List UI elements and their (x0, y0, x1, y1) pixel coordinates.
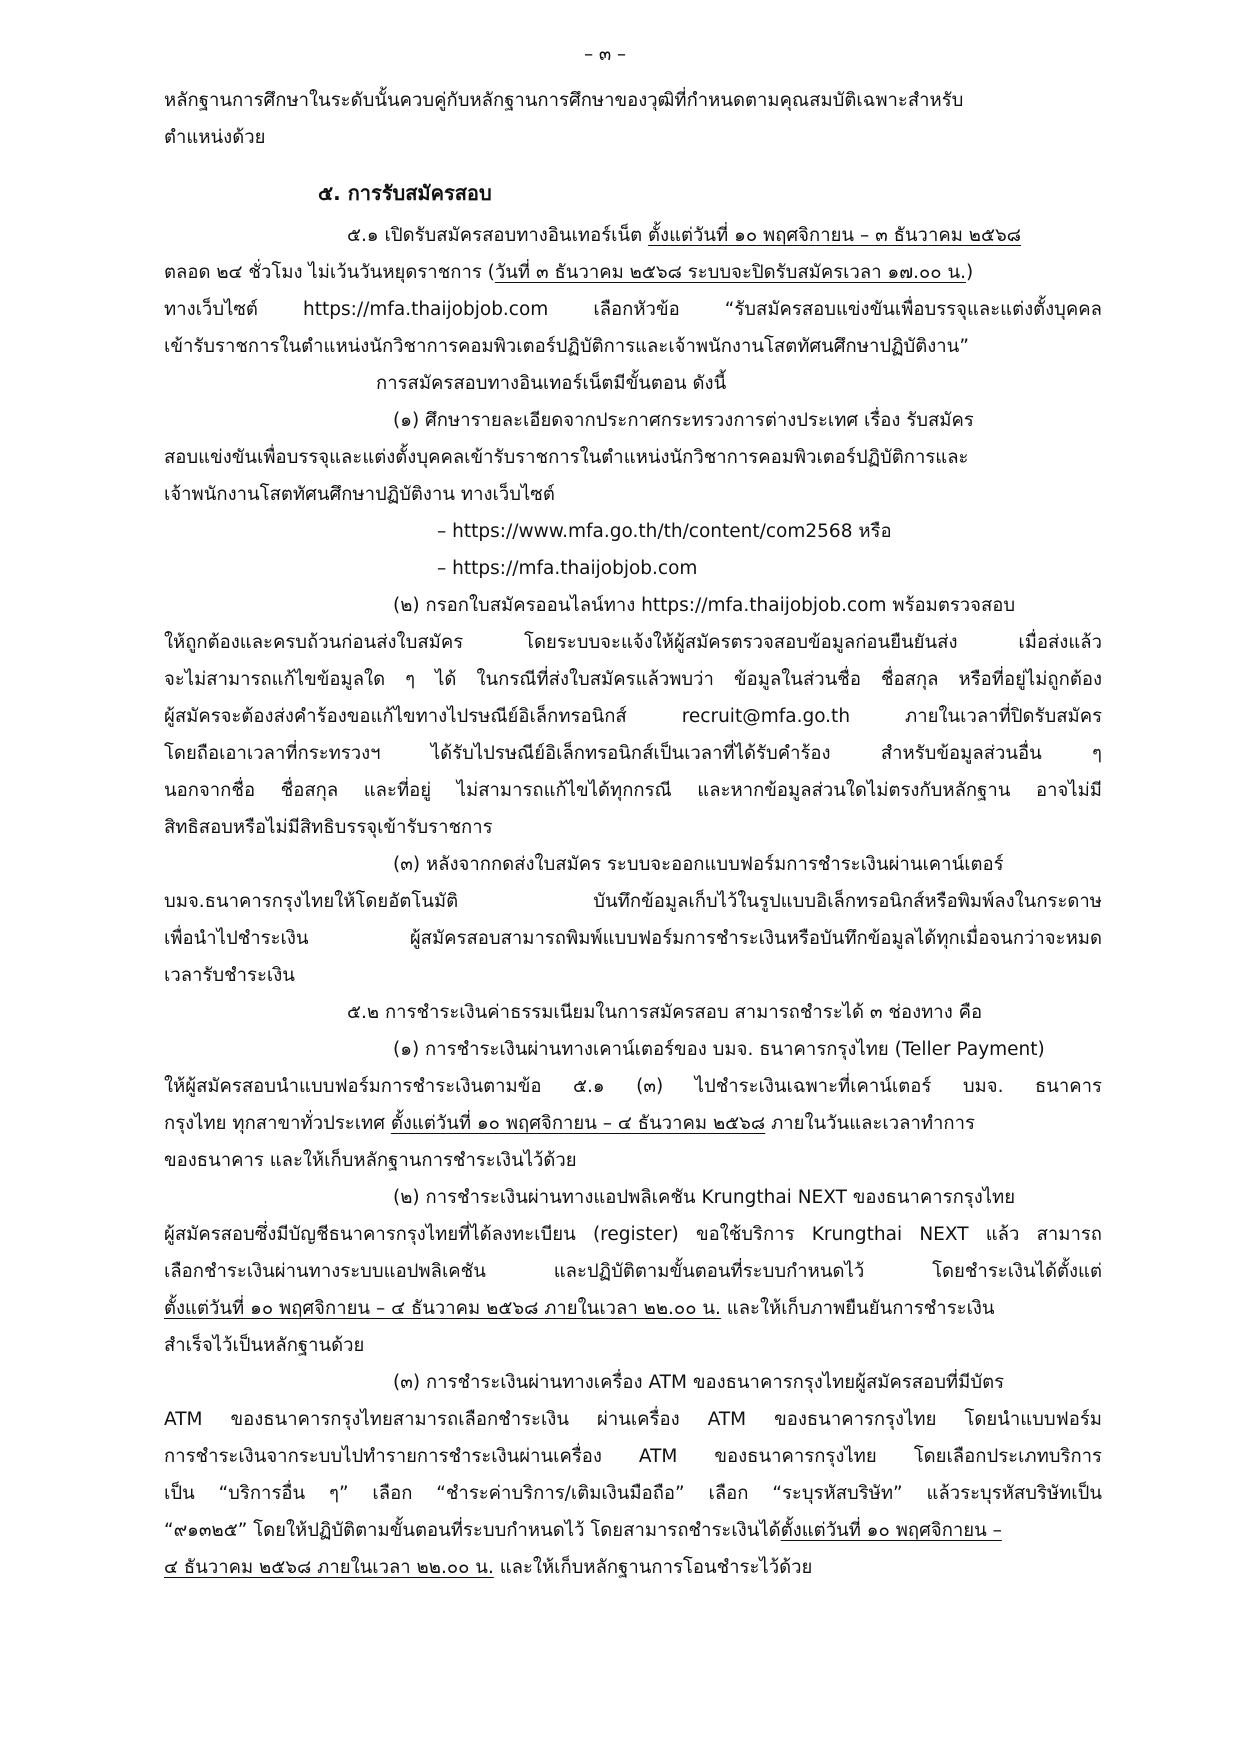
paragraph-text: “๙๑๓๒๕” โดยให้ปฏิบัติตามขั้นตอนที่ระบบกำหนดไว้ โดยสามารถชำระเงินได้ (164, 1520, 781, 1541)
underlined-date: ตั้งแต่วันที่ ๑๐ พฤศจิกายน – ๔ ธันวาคม ๒๕๖๘ (390, 1113, 766, 1134)
paragraph-line: เพื่อนำไปชำระเงิน ผู้สมัครสอบสามารถพิมพ์แบบฟอร์มการชำระเงินหรือบันทึกข้อมูลได้ทุกเมื่อจนกว่าจะหมด (164, 928, 1102, 949)
paragraph-line: เจ้าพนักงานโสตทัศนศึกษาปฏิบัติงาน ทางเว็บไซต์ (164, 484, 555, 505)
paragraph-line (164, 1551, 812, 1585)
paragraph-line (347, 219, 1021, 253)
paragraph-line: ATM ของธนาคารกรุงไทยสามารถเลือกชำระเงิน ผ่านเครื่อง ATM ของธนาคารกรุงไทย โดยนำแบบฟอร์ม (164, 1409, 1102, 1430)
underlined-date: ตั้งแต่วันที่ ๑๐ พฤศจิกายน – (780, 1520, 1002, 1541)
paragraph-line: (๑) ศึกษารายละเอียดจากประกาศกระทรวงการต่างประเทศ เรื่อง รับสมัคร (393, 410, 974, 431)
paragraph-line: (๒) กรอกใบสมัครออนไลน์ทาง https://mfa.thaijobjob.com พร้อมตรวจสอบ (393, 595, 1016, 616)
paragraph-line: ของธนาคาร และให้เก็บหลักฐานการชำระเงินไว้ด้วย (164, 1150, 577, 1171)
paragraph-text: และให้เก็บหลักฐานการโอนชำระไว้ด้วย (493, 1557, 813, 1578)
paragraph-line: ๕.๒ การชำระเงินค่าธรรมเนียมในการสมัครสอบ สามารถชำระได้ ๓ ช่องทาง คือ (347, 1002, 983, 1023)
paragraph-line: สอบแข่งขันเพื่อบรรจุและแต่งตั้งบุคคลเข้ารับราชการในตำแหน่งนักวิชาการคอมพิวเตอร์ปฏิบัติการและ (164, 447, 969, 468)
underlined-date: ๔ ธันวาคม ๒๕๖๘ ภายในเวลา ๒๒.๐๐ น. (164, 1557, 494, 1578)
paragraph-line: ให้ถูกต้องและครบถ้วนก่อนส่งใบสมัคร โดยระบบจะแจ้งให้ผู้สมัครตรวจสอบข้อมูลก่อนยืนยันส่ง เมื่อส่งแล้ว (164, 632, 1102, 653)
paragraph-text: ) (965, 262, 974, 283)
paragraph-line (164, 256, 973, 290)
paragraph-line: ให้ผู้สมัครสอบนำแบบฟอร์มการชำระเงินตามข้อ ๕.๑ (๓) ไปชำระเงินเฉพาะที่เคาน์เตอร์ บมจ. ธนาคาร (164, 1076, 1102, 1097)
paragraph-line: (๓) การชำระเงินผ่านทางเครื่อง ATM ของธนาคารกรุงไทยผู้สมัครสอบที่มีบัตร (393, 1372, 1005, 1393)
paragraph-text: ภายในวันและเวลาทำการ (765, 1113, 975, 1134)
paragraph-line: สำเร็จไว้เป็นหลักฐานด้วย (164, 1335, 365, 1356)
paragraph-line (164, 1292, 995, 1326)
paragraph-line: บมจ.ธนาคารกรุงไทยให้โดยอัตโนมัติ บันทึกข้อมูลเก็บไว้ในรูปแบบอิเล็กทรอนิกส์หรือพิมพ์ลงในกระดาษ (164, 891, 1102, 912)
paragraph-line: หลักฐานการศึกษาในระดับนั้นควบคู่กับหลักฐานการศึกษาของวุฒิที่กำหนดตามคุณสมบัติเฉพาะสำหรับ (164, 90, 964, 111)
paragraph-line: เลือกชำระเงินผ่านทางระบบแอปพลิเคชัน และปฏิบัติตามขั้นตอนที่ระบบกำหนดไว้ โดยชำระเงินได้ตั้งแต่ (164, 1261, 1102, 1282)
paragraph-line: สิทธิสอบหรือไม่มีสิทธิบรรจุเข้ารับราชการ (164, 817, 493, 838)
paragraph-line: ทางเว็บไซต์ https://mfa.thaijobjob.com เลือกหัวข้อ “รับสมัครสอบแข่งขันเพื่อบรรจุและแต่งตั้งบุคคล (164, 299, 1102, 320)
page-number: – ๓ – (584, 44, 627, 65)
paragraph-line: การสมัครสอบทางอินเทอร์เน็ตมีขั้นตอน ดังนี้ (376, 373, 727, 394)
underlined-date: ตั้งแต่วันที่ ๑๐ พฤศจิกายน – ๔ ธันวาคม ๒๕๖๘ ภายในเวลา ๒๒.๐๐ น. (164, 1298, 721, 1319)
paragraph-line: เป็น “บริการอื่น ๆ” เลือก “ชำระค่าบริการ/เติมเงินมือถือ” เลือก “ระบุรหัสบริษัท” แล้วระบุรหัสบริษัทเป็น (164, 1483, 1102, 1504)
website-link[interactable]: – https://mfa.thaijobjob.com (437, 558, 698, 579)
website-link[interactable]: – https://www.mfa.go.th/th/content/com2568 หรือ (437, 521, 892, 542)
underlined-date: ตั้งแต่วันที่ ๑๐ พฤศจิกายน – ๓ ธันวาคม ๒๕๖๘ (648, 225, 1021, 246)
paragraph-text: กรุงไทย ทุกสาขาทั่วประเทศ (164, 1113, 391, 1134)
paragraph-line: (๑) การชำระเงินผ่านทางเคาน์เตอร์ของ บมจ. ธนาคารกรุงไทย (Teller Payment) (393, 1039, 1045, 1060)
paragraph-line (164, 1107, 975, 1141)
paragraph-line: การชำระเงินจากระบบไปทำรายการชำระเงินผ่านเครื่อง ATM ของธนาคารกรุงไทย โดยเลือกประเภทบริการ (164, 1446, 1102, 1467)
section-heading: ๕. การรับสมัครสอบ (318, 181, 492, 205)
paragraph-line: เข้ารับราชการในตำแหน่งนักวิชาการคอมพิวเตอร์ปฏิบัติการและเจ้าพนักงานโสตทัศนศึกษาปฏิบัติงาน” (164, 336, 969, 357)
paragraph-line: ตำแหน่งด้วย (164, 127, 266, 148)
paragraph-line: ผู้สมัครสอบซึ่งมีบัญชีธนาคารกรุงไทยที่ได้ลงทะเบียน (register) ขอใช้บริการ Krungthai NEXT แล้ว สามารถ (164, 1224, 1102, 1245)
paragraph-text: และให้เก็บภาพยืนยันการชำระเงิน (720, 1298, 995, 1319)
paragraph-line: (๓) หลังจากกดส่งใบสมัคร ระบบจะออกแบบฟอร์มการชำระเงินผ่านเคาน์เตอร์ (393, 854, 1004, 875)
underlined-date: วันที่ ๓ ธันวาคม ๒๕๖๘ ระบบจะปิดรับสมัครเวลา ๑๗.๐๐ น. (494, 262, 966, 283)
paragraph-line: เวลารับชำระเงิน (164, 965, 295, 986)
paragraph-text: ๕.๑ เปิดรับสมัครสอบทางอินเทอร์เน็ต (347, 225, 649, 246)
paragraph-line: ผู้สมัครจะต้องส่งคำร้องขอแก้ไขทางไปรษณีย์อิเล็กทรอนิกส์ recruit@mfa.go.th ภายในเวลาที่ปิดรับสมัคร (164, 706, 1102, 727)
paragraph-line: จะไม่สามารถแก้ไขข้อมูลใด ๆ ได้ ในกรณีที่ส่งใบสมัครแล้วพบว่า ข้อมูลในส่วนชื่อ ชื่อสกุล หรือที่อยู่ไม่ถูกต้อง (164, 669, 1102, 690)
paragraph-line: นอกจากชื่อ ชื่อสกุล และที่อยู่ ไม่สามารถแก้ไขได้ทุกกรณี และหากข้อมูลส่วนใดไม่ตรงกับหลักฐาน อาจไม่มี (164, 780, 1102, 801)
paragraph-line: (๒) การชำระเงินผ่านทางแอปพลิเคชัน Krungthai NEXT ของธนาคารกรุงไทย (393, 1187, 1016, 1208)
paragraph-line (164, 1514, 1002, 1548)
paragraph-line: โดยถือเอาเวลาที่กระทรวงฯ ได้รับไปรษณีย์อิเล็กทรอนิกส์เป็นเวลาที่ได้รับคำร้อง สำหรับข้อมูลส่วนอื่น ๆ (164, 743, 1102, 764)
paragraph-text: ตลอด ๒๔ ชั่วโมง ไม่เว้นวันหยุดราชการ ( (164, 262, 495, 283)
